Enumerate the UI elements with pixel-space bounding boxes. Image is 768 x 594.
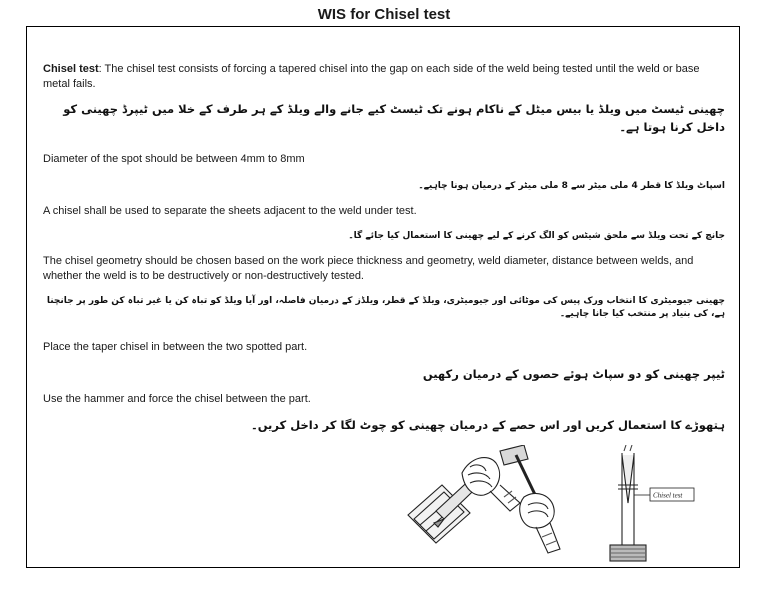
step-4-en: Place the taper chisel in between the two spotted part. [43,341,308,353]
hammer-chisel-illustration-icon [400,445,570,565]
step-1-urdu: اسپاٹ ویلڈ کا قطر 4 ملی میٹر سے 8 ملی میٹر کے درمیان ہونا چاہیے۔ [418,181,725,191]
step-3-en: The chisel geometry should be chosen based on the work piece thickness and geometry, weld diameter, distance between welds, and whether the weld is to be destructively or non-destructively tested. [43,255,694,282]
step-4-urdu: ٹیپر چھینی کو دو سپاٹ ہوئے حصوں کے درمیان رکھیں [422,367,725,381]
intro-paragraph [43,62,723,92]
chisel-test-label: Chisel test [653,491,683,500]
step-1-en: Diameter of the spot should be between 4mm to 8mm [43,153,305,165]
step-2-en: A chisel shall be used to separate the sheets adjacent to the weld under test. [43,205,417,217]
chisel-test-diagram-icon [600,445,710,565]
intro-label: Chisel test [43,63,99,75]
step-3-urdu: چھینی جیومیٹری کا انتخاب ورک پیس کی موٹائی اور جیومیٹری، ویلڈ کے قطر، ویلڈز کے درمیان فاصلہ، اور آیا ویلڈ کو تباہ کن یا غیر تباہ کن طور پر جانچنا ہے، کی بنیاد پر منتخب کیا جانا چاہیے۔ [46,296,725,319]
intro-urdu: چھینی ٹیسٹ میں ویلڈ یا بیس میٹل کے ناکام ہونے تک ٹیسٹ کیے جانے والے ویلڈ کے ہر طرف کے خلا میں ٹیپرڈ چھینی کو داخل کرنا ہوتا ہے۔ [63,102,725,134]
page-title: WIS for Chisel test [317,6,451,23]
step-2-urdu: جانچ کے تحت ویلڈ سے ملحق شیٹس کو الگ کرنے کے لیے چھینی کا استعمال کیا جائے گا۔ [348,231,725,241]
intro-text: : The chisel test consists of forcing a tapered chisel into the gap on each side of the weld being tested until the weld or base metal fails. [43,63,700,90]
step-5-en: Use the hammer and force the chisel between the part. [43,393,311,405]
step-5-urdu: ہتھوڑے کا استعمال کریں اور اس حصے کے درمیان چھینی کو چوٹ لگا کر داخل کریں۔ [250,418,725,432]
